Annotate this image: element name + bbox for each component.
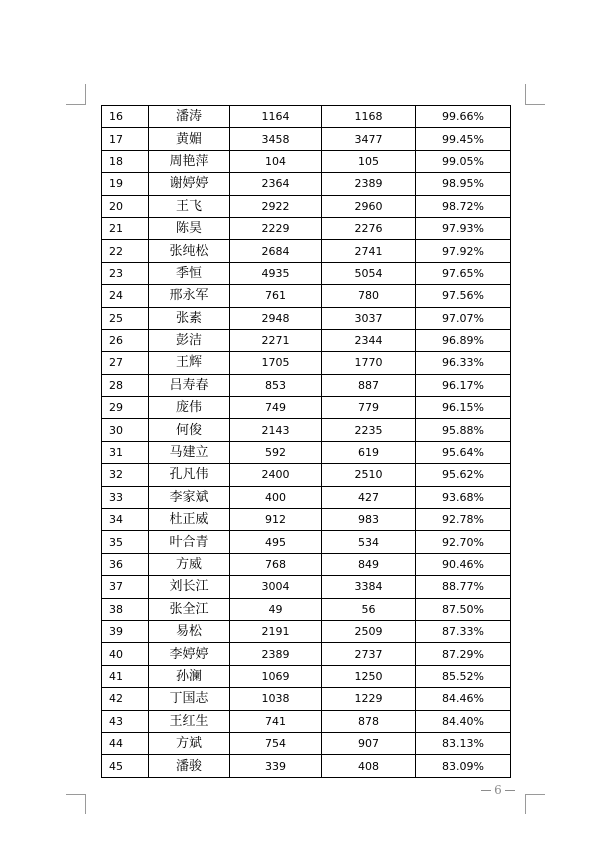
name-cell: 黄媚 [149,128,230,150]
name-cell: 杜正威 [149,509,230,531]
crop-mark-top-right-horizontal [525,104,545,105]
row-number-cell: 35 [102,531,149,553]
percentage-cell: 83.09% [416,755,511,777]
name-cell: 张素 [149,307,230,329]
name-cell: 庞伟 [149,397,230,419]
value-a-cell: 495 [230,531,322,553]
name-cell: 方斌 [149,732,230,754]
row-number-cell: 34 [102,509,149,531]
name-cell: 陈昊 [149,217,230,239]
table-row [102,195,511,217]
value-b-cell: 2276 [322,217,416,239]
value-a-cell: 49 [230,598,322,620]
percentage-cell: 88.77% [416,576,511,598]
value-a-cell: 400 [230,486,322,508]
percentage-cell: 99.45% [416,128,511,150]
crop-mark-top-left-horizontal [66,104,86,105]
row-number-cell: 24 [102,285,149,307]
value-b-cell: 887 [322,374,416,396]
value-b-cell: 779 [322,397,416,419]
value-a-cell: 912 [230,509,322,531]
value-a-cell: 2389 [230,643,322,665]
name-cell: 马建立 [149,441,230,463]
value-b-cell: 1168 [322,106,416,128]
row-number-cell: 22 [102,240,149,262]
value-a-cell: 2948 [230,307,322,329]
table-row [102,710,511,732]
value-b-cell: 2510 [322,464,416,486]
percentage-cell: 93.68% [416,486,511,508]
table-row [102,285,511,307]
name-cell: 周艳萍 [149,150,230,172]
table-row [102,441,511,463]
value-b-cell: 408 [322,755,416,777]
table-row [102,486,511,508]
row-number-cell: 26 [102,329,149,351]
value-a-cell: 754 [230,732,322,754]
value-a-cell: 4935 [230,262,322,284]
percentage-cell: 84.40% [416,710,511,732]
crop-mark-bottom-right-horizontal [525,794,545,795]
name-cell: 叶合青 [149,531,230,553]
value-a-cell: 2191 [230,620,322,642]
percentage-cell: 84.46% [416,688,511,710]
value-a-cell: 749 [230,397,322,419]
table-row [102,755,511,777]
table-row [102,240,511,262]
value-b-cell: 5054 [322,262,416,284]
name-cell: 吕寿春 [149,374,230,396]
table-row [102,217,511,239]
table-row [102,553,511,575]
row-number-cell: 42 [102,688,149,710]
percentage-cell: 99.66% [416,106,511,128]
row-number-cell: 18 [102,150,149,172]
value-b-cell: 3384 [322,576,416,598]
value-b-cell: 780 [322,285,416,307]
value-a-cell: 592 [230,441,322,463]
row-number-cell: 32 [102,464,149,486]
percentage-cell: 87.29% [416,643,511,665]
row-number-cell: 25 [102,307,149,329]
table-row [102,464,511,486]
name-cell: 丁国志 [149,688,230,710]
value-b-cell: 983 [322,509,416,531]
table-row [102,128,511,150]
name-cell: 王飞 [149,195,230,217]
row-number-cell: 43 [102,710,149,732]
name-cell: 潘涛 [149,106,230,128]
value-b-cell: 849 [322,553,416,575]
name-cell: 方威 [149,553,230,575]
value-a-cell: 761 [230,285,322,307]
table-row [102,620,511,642]
crop-mark-bottom-left-horizontal [66,794,86,795]
value-b-cell: 3477 [322,128,416,150]
value-b-cell: 2389 [322,173,416,195]
table-row [102,531,511,553]
name-cell: 王辉 [149,352,230,374]
name-cell: 易松 [149,620,230,642]
value-a-cell: 741 [230,710,322,732]
name-cell: 张全江 [149,598,230,620]
percentage-cell: 95.88% [416,419,511,441]
value-a-cell: 3458 [230,128,322,150]
table-row [102,329,511,351]
percentage-cell: 92.70% [416,531,511,553]
value-a-cell: 853 [230,374,322,396]
row-number-cell: 20 [102,195,149,217]
value-b-cell: 56 [322,598,416,620]
value-b-cell: 2235 [322,419,416,441]
page-number-dash-right [505,790,515,791]
table-row [102,688,511,710]
table-row [102,262,511,284]
page-number-value: 6 [494,783,502,797]
row-number-cell: 36 [102,553,149,575]
table-row [102,598,511,620]
name-cell: 孙澜 [149,665,230,687]
value-b-cell: 1250 [322,665,416,687]
table-row [102,352,511,374]
ranking-table [101,105,511,778]
name-cell: 邢永军 [149,285,230,307]
row-number-cell: 44 [102,732,149,754]
percentage-cell: 97.56% [416,285,511,307]
table-row [102,643,511,665]
row-number-cell: 30 [102,419,149,441]
name-cell: 季恒 [149,262,230,284]
row-number-cell: 31 [102,441,149,463]
value-a-cell: 2364 [230,173,322,195]
row-number-cell: 29 [102,397,149,419]
value-a-cell: 768 [230,553,322,575]
crop-mark-top-right-vertical [525,84,526,104]
table-row [102,509,511,531]
percentage-cell: 95.62% [416,464,511,486]
row-number-cell: 17 [102,128,149,150]
name-cell: 刘长江 [149,576,230,598]
value-a-cell: 2400 [230,464,322,486]
value-a-cell: 1038 [230,688,322,710]
value-b-cell: 2344 [322,329,416,351]
percentage-cell: 85.52% [416,665,511,687]
value-a-cell: 1069 [230,665,322,687]
percentage-cell: 96.33% [416,352,511,374]
value-b-cell: 878 [322,710,416,732]
value-a-cell: 2229 [230,217,322,239]
percentage-cell: 97.92% [416,240,511,262]
crop-mark-bottom-right-vertical [525,794,526,814]
value-b-cell: 1229 [322,688,416,710]
name-cell: 何俊 [149,419,230,441]
value-a-cell: 1164 [230,106,322,128]
percentage-cell: 92.78% [416,509,511,531]
table-row [102,665,511,687]
table-row [102,374,511,396]
name-cell: 彭洁 [149,329,230,351]
value-b-cell: 105 [322,150,416,172]
row-number-cell: 27 [102,352,149,374]
percentage-cell: 87.50% [416,598,511,620]
name-cell: 谢婷婷 [149,173,230,195]
row-number-cell: 38 [102,598,149,620]
page-number-dash-left [481,790,491,791]
row-number-cell: 21 [102,217,149,239]
percentage-cell: 97.93% [416,217,511,239]
row-number-cell: 33 [102,486,149,508]
value-a-cell: 3004 [230,576,322,598]
table-row [102,732,511,754]
percentage-cell: 96.17% [416,374,511,396]
value-b-cell: 2509 [322,620,416,642]
value-b-cell: 619 [322,441,416,463]
value-a-cell: 2143 [230,419,322,441]
value-a-cell: 2271 [230,329,322,351]
table-row [102,150,511,172]
row-number-cell: 45 [102,755,149,777]
value-b-cell: 907 [322,732,416,754]
percentage-cell: 97.65% [416,262,511,284]
row-number-cell: 41 [102,665,149,687]
percentage-cell: 96.89% [416,329,511,351]
crop-mark-bottom-left-vertical [85,794,86,814]
table-row [102,576,511,598]
table-row [102,106,511,128]
name-cell: 王红生 [149,710,230,732]
value-b-cell: 1770 [322,352,416,374]
value-b-cell: 2960 [322,195,416,217]
percentage-cell: 98.72% [416,195,511,217]
row-number-cell: 19 [102,173,149,195]
value-a-cell: 339 [230,755,322,777]
table-row [102,419,511,441]
name-cell: 李婷婷 [149,643,230,665]
name-cell: 张纯松 [149,240,230,262]
name-cell: 潘骏 [149,755,230,777]
ranking-table-body [102,106,511,778]
value-a-cell: 1705 [230,352,322,374]
value-b-cell: 2737 [322,643,416,665]
percentage-cell: 90.46% [416,553,511,575]
percentage-cell: 95.64% [416,441,511,463]
percentage-cell: 97.07% [416,307,511,329]
row-number-cell: 23 [102,262,149,284]
row-number-cell: 16 [102,106,149,128]
row-number-cell: 40 [102,643,149,665]
value-b-cell: 2741 [322,240,416,262]
percentage-cell: 87.33% [416,620,511,642]
value-b-cell: 3037 [322,307,416,329]
percentage-cell: 96.15% [416,397,511,419]
table-row [102,397,511,419]
value-b-cell: 427 [322,486,416,508]
table-row [102,173,511,195]
percentage-cell: 83.13% [416,732,511,754]
value-b-cell: 534 [322,531,416,553]
value-a-cell: 2922 [230,195,322,217]
name-cell: 李家斌 [149,486,230,508]
row-number-cell: 37 [102,576,149,598]
value-a-cell: 104 [230,150,322,172]
name-cell: 孔凡伟 [149,464,230,486]
value-a-cell: 2684 [230,240,322,262]
percentage-cell: 98.95% [416,173,511,195]
row-number-cell: 28 [102,374,149,396]
table-row [102,307,511,329]
crop-mark-top-left-vertical [85,84,86,104]
page-number [472,782,524,798]
row-number-cell: 39 [102,620,149,642]
percentage-cell: 99.05% [416,150,511,172]
